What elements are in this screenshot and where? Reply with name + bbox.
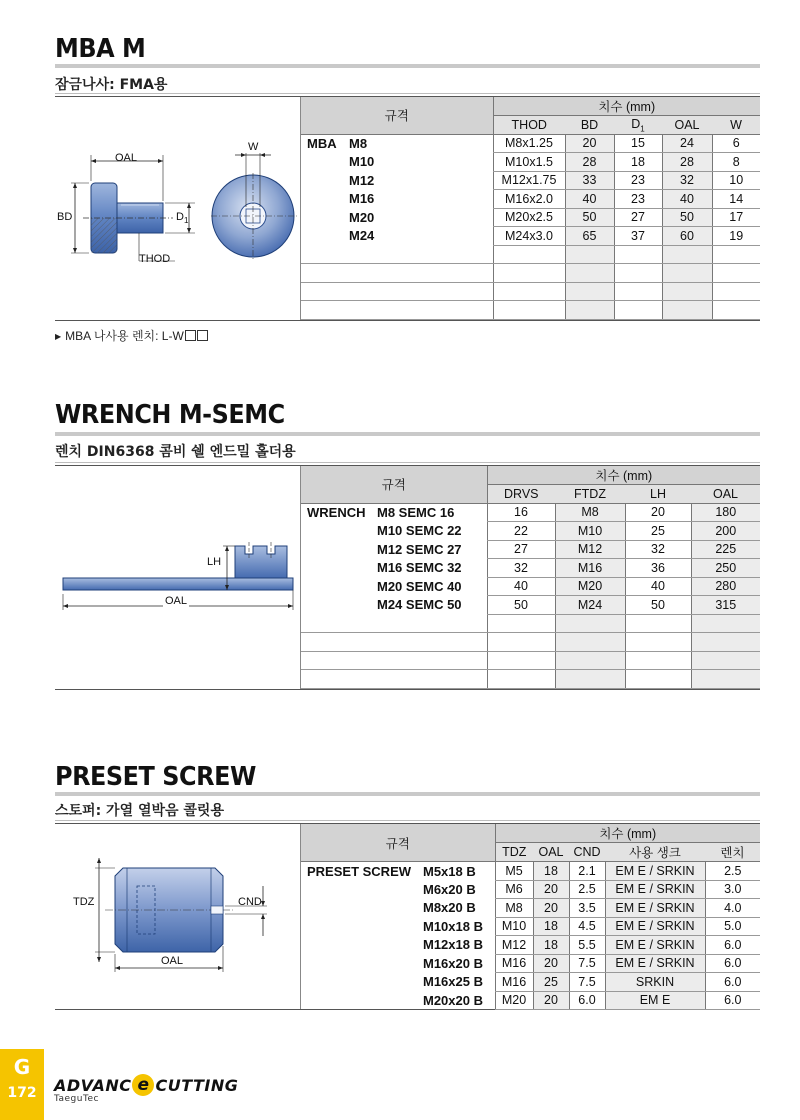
value-cell: 50 [625, 596, 691, 615]
value-cell: 33 [565, 171, 614, 190]
table-row [301, 522, 760, 541]
value-cell: 20 [533, 899, 569, 918]
value-cell: 28 [565, 153, 614, 172]
empty-value-cell [487, 633, 555, 652]
table-row [301, 559, 760, 578]
wrench-diagram [55, 466, 301, 689]
value-cell: EM E / SRKIN [605, 954, 705, 973]
preset-dim-header: 치수 (mm) [495, 824, 760, 843]
preset-panel [55, 823, 760, 1010]
table-row [301, 227, 760, 246]
empty-value-cell [691, 633, 760, 652]
section-subtitle-preset: 스토퍼: 가열 열박음 콜릿용 [55, 803, 224, 819]
empty-value-cell [555, 670, 625, 689]
value-cell: 4.5 [569, 917, 605, 936]
value-cell: 20 [533, 880, 569, 899]
value-cell: M10x1.5 [493, 153, 565, 172]
empty-row [301, 614, 760, 633]
value-cell: 36 [625, 559, 691, 578]
table-row [301, 991, 760, 1010]
preset-rows [301, 862, 760, 1010]
model-name: M24 SEMC 50 [377, 597, 462, 613]
empty-value-cell [662, 282, 712, 301]
value-cell: 225 [691, 540, 760, 559]
table-row [301, 899, 760, 918]
value-cell: 18 [614, 153, 662, 172]
column-header: THOD [493, 116, 565, 135]
empty-value-cell [625, 614, 691, 633]
value-cell: 7.5 [569, 954, 605, 973]
value-cell: 17 [712, 208, 760, 227]
value-cell: 2.5 [569, 880, 605, 899]
value-cell: 3.5 [569, 899, 605, 918]
column-header: OAL [691, 485, 760, 504]
model-name: M10 [349, 154, 375, 170]
value-cell: 20 [533, 954, 569, 973]
model-name: M8x20 B [423, 900, 476, 916]
column-header: OAL [533, 843, 569, 862]
value-cell: 7.5 [569, 973, 605, 992]
preset-spec-header: 규격 [301, 824, 495, 862]
empty-row [301, 282, 760, 301]
value-cell: 23 [614, 171, 662, 190]
column-header: LH [625, 485, 691, 504]
title-rule [55, 64, 760, 68]
column-header: $D_1$ [614, 116, 662, 135]
model-name: M8 SEMC 16 [377, 505, 455, 520]
section-subtitle-mba: 잠금나사: FMA용 [55, 77, 168, 93]
value-cell: 20 [625, 503, 691, 522]
brand-logo: ADVANC e CUTTING TaeguTec [54, 1075, 239, 1104]
mba-rows [301, 134, 760, 319]
value-cell: EM E / SRKIN [605, 862, 705, 881]
model-cell [301, 540, 487, 559]
model-name: M10x18 B [423, 918, 483, 934]
value-cell: 32 [662, 171, 712, 190]
empty-value-cell [691, 651, 760, 670]
value-cell: 18 [533, 936, 569, 955]
empty-value-cell [565, 264, 614, 283]
column-header: TDZ [495, 843, 533, 862]
value-cell: 2.5 [705, 862, 760, 881]
empty-value-cell [625, 633, 691, 652]
wrench-oal-label: OAL [165, 595, 188, 607]
model-cell [301, 153, 493, 172]
value-cell: 18 [533, 862, 569, 881]
model-cell [301, 880, 495, 899]
value-cell: 27 [487, 540, 555, 559]
model-cell [301, 522, 487, 541]
value-cell: 24 [662, 134, 712, 153]
page-tab [0, 1049, 44, 1120]
model-name: M16x20 B [423, 955, 483, 971]
value-cell: M8 [495, 899, 533, 918]
model-name: M20x20 B [423, 992, 483, 1008]
empty-value-cell [712, 301, 760, 320]
value-cell: 50 [565, 208, 614, 227]
value-cell: M16 [555, 559, 625, 578]
model-name: M6x20 B [423, 881, 476, 897]
empty-value-cell [625, 670, 691, 689]
value-cell: 25 [625, 522, 691, 541]
model-cell [301, 559, 487, 578]
mba-screw-drawing [55, 97, 301, 321]
value-cell: 37 [614, 227, 662, 246]
empty-value-cell [565, 282, 614, 301]
value-cell: M16 [495, 954, 533, 973]
model-cell [301, 227, 493, 246]
table-row [301, 208, 760, 227]
empty-model-cell [301, 301, 493, 320]
model-name: M12x18 B [423, 937, 483, 953]
title-rule [55, 792, 760, 796]
model-prefix: PRESET SCREW [307, 863, 412, 879]
model-cell [301, 973, 495, 992]
value-cell: EM E / SRKIN [605, 899, 705, 918]
empty-value-cell [555, 651, 625, 670]
empty-value-cell [487, 614, 555, 633]
model-cell [301, 917, 495, 936]
table-row [301, 134, 760, 153]
value-cell: M5 [495, 862, 533, 881]
model-name: M10 SEMC 22 [377, 523, 462, 539]
value-cell: 2.1 [569, 862, 605, 881]
column-header: FTDZ [555, 485, 625, 504]
model-name: M16 SEMC 32 [377, 560, 462, 576]
subtitle-rule [55, 820, 760, 821]
value-cell: M20 [555, 577, 625, 596]
value-cell: 18 [533, 917, 569, 936]
model-name: M5x18 B [423, 863, 476, 879]
empty-value-cell [662, 301, 712, 320]
value-cell: 250 [691, 559, 760, 578]
empty-row [301, 651, 760, 670]
value-cell: 22 [487, 522, 555, 541]
column-header: BD [565, 116, 614, 135]
empty-value-cell [691, 614, 760, 633]
page-number: 172 [7, 1085, 37, 1101]
wrench-lh-label: LH [207, 556, 222, 568]
preset-oal-label: OAL [161, 955, 184, 967]
value-cell: EM E / SRKIN [605, 936, 705, 955]
mba-thod-label: THOD [139, 253, 171, 265]
model-cell [301, 577, 487, 596]
wrench-spec-header: 규격 [301, 466, 487, 503]
value-cell: 50 [487, 596, 555, 615]
value-cell: M20x2.5 [493, 208, 565, 227]
column-header: 렌치 [705, 843, 760, 862]
value-cell: M10 [495, 917, 533, 936]
model-name: M16 [349, 191, 375, 207]
value-cell: M24 [555, 596, 625, 615]
section-subtitle-wrench: 렌치 DIN6368 콤비 쉘 엔드밀 홀더용 [55, 444, 296, 460]
mba-w-label: W [248, 141, 259, 153]
value-cell: 5.5 [569, 936, 605, 955]
value-cell: 32 [625, 540, 691, 559]
empty-value-cell [625, 651, 691, 670]
empty-value-cell [565, 245, 614, 264]
empty-row [301, 633, 760, 652]
column-header: W [712, 116, 760, 135]
value-cell: 14 [712, 190, 760, 209]
model-name: M16x25 B [423, 974, 483, 990]
value-cell: 23 [614, 190, 662, 209]
empty-model-cell [301, 245, 493, 264]
value-cell: 6.0 [705, 973, 760, 992]
value-cell: 8 [712, 153, 760, 172]
empty-value-cell [487, 651, 555, 670]
table-row [301, 171, 760, 190]
preset-screw-drawing [55, 824, 301, 1010]
model-prefix: MBA [307, 136, 337, 151]
value-cell: 28 [662, 153, 712, 172]
section-title-preset: PRESET SCREW [55, 762, 256, 792]
value-cell: 3.0 [705, 880, 760, 899]
value-cell: 16 [487, 503, 555, 522]
value-cell: 40 [487, 577, 555, 596]
model-name: M12 [349, 172, 375, 188]
title-rule [55, 432, 760, 436]
mba-diagram [55, 97, 301, 320]
wrench-dim-header: 치수 (mm) [487, 466, 760, 485]
box-placeholder-icon [197, 330, 208, 341]
empty-row [301, 264, 760, 283]
table-row [301, 540, 760, 559]
value-cell: SRKIN [605, 973, 705, 992]
empty-value-cell [493, 245, 565, 264]
value-cell: M8x1.25 [493, 134, 565, 153]
empty-model-cell [301, 633, 487, 652]
brand-subtitle: TaeguTec [54, 1094, 99, 1104]
empty-value-cell [493, 264, 565, 283]
value-cell: EM E / SRKIN [605, 917, 705, 936]
table-row [301, 596, 760, 615]
value-cell: 5.0 [705, 917, 760, 936]
value-cell: M12 [555, 540, 625, 559]
value-cell: 6.0 [705, 936, 760, 955]
empty-model-cell [301, 282, 493, 301]
wrench-panel [55, 465, 760, 690]
preset-cnd-label: CND [238, 896, 262, 908]
column-header: 사용 생크 [605, 843, 705, 862]
model-cell [301, 190, 493, 209]
empty-value-cell [565, 301, 614, 320]
empty-value-cell [662, 264, 712, 283]
table-row [301, 577, 760, 596]
value-cell: EM E [605, 991, 705, 1010]
empty-value-cell [614, 282, 662, 301]
empty-row [301, 670, 760, 689]
wrench-drawing [55, 466, 301, 690]
value-cell: 280 [691, 577, 760, 596]
section-title-mba: MBA M [55, 34, 146, 64]
column-header: OAL [662, 116, 712, 135]
value-cell: 20 [565, 134, 614, 153]
mba-spec-header: 규격 [301, 97, 493, 134]
preset-spec-table [301, 824, 760, 1010]
value-cell: 315 [691, 596, 760, 615]
model-cell [301, 899, 495, 918]
table-row [301, 917, 760, 936]
model-cell [301, 991, 495, 1010]
mba-bd-label: BD [57, 211, 73, 223]
model-name: M20 [349, 209, 375, 225]
empty-value-cell [493, 301, 565, 320]
value-cell: M10 [555, 522, 625, 541]
model-cell [301, 503, 487, 522]
value-cell: 32 [487, 559, 555, 578]
value-cell: 20 [533, 991, 569, 1010]
value-cell: M8 [555, 503, 625, 522]
model-name: M24 [349, 228, 375, 244]
model-name: M20 SEMC 40 [377, 578, 462, 594]
value-cell: 50 [662, 208, 712, 227]
model-cell [301, 208, 493, 227]
mba-oal-label: OAL [115, 152, 138, 164]
mba-panel [55, 96, 760, 321]
triangle-bullet-icon: ▶ [55, 332, 62, 342]
subtitle-rule [55, 462, 760, 463]
empty-value-cell [614, 264, 662, 283]
empty-model-cell [301, 264, 493, 283]
mba-wrench-note: ▶ MBA 나사용 렌치: L-W [55, 327, 208, 344]
value-cell: 60 [662, 227, 712, 246]
mba-dim-header: 치수 (mm) [493, 97, 760, 116]
brand-e-icon: e [132, 1074, 154, 1096]
value-cell: 40 [625, 577, 691, 596]
value-cell: 65 [565, 227, 614, 246]
chapter-letter: G [13, 1055, 31, 1079]
value-cell: 180 [691, 503, 760, 522]
box-placeholder-icon [185, 330, 196, 341]
value-cell: M24x3.0 [493, 227, 565, 246]
value-cell: 10 [712, 171, 760, 190]
model-cell [301, 134, 493, 153]
preset-tdz-label: TDZ [73, 896, 95, 908]
column-header: DRVS [487, 485, 555, 504]
value-cell: M20 [495, 991, 533, 1010]
empty-value-cell [487, 670, 555, 689]
value-cell: 6 [712, 134, 760, 153]
model-name: M12 SEMC 27 [377, 541, 462, 557]
table-row [301, 880, 760, 899]
model-cell [301, 171, 493, 190]
empty-value-cell [555, 614, 625, 633]
empty-value-cell [614, 245, 662, 264]
model-name: M8 [349, 136, 368, 151]
column-header: CND [569, 843, 605, 862]
empty-value-cell [614, 301, 662, 320]
value-cell: 4.0 [705, 899, 760, 918]
value-cell: 40 [662, 190, 712, 209]
value-cell: 25 [533, 973, 569, 992]
model-cell [301, 596, 487, 615]
value-cell: 6.0 [705, 991, 760, 1010]
empty-value-cell [712, 282, 760, 301]
empty-value-cell [712, 245, 760, 264]
table-row [301, 862, 760, 881]
mba-spec-table [301, 97, 760, 320]
empty-model-cell [301, 651, 487, 670]
model-cell [301, 862, 495, 881]
value-cell: 40 [565, 190, 614, 209]
wrench-spec-table [301, 466, 760, 689]
value-cell: 6.0 [569, 991, 605, 1010]
empty-model-cell [301, 614, 487, 633]
empty-row [301, 301, 760, 320]
value-cell: 15 [614, 134, 662, 153]
section-title-wrench: WRENCH M-SEMC [55, 400, 285, 430]
table-row [301, 973, 760, 992]
empty-value-cell [691, 670, 760, 689]
model-cell [301, 936, 495, 955]
empty-value-cell [712, 264, 760, 283]
empty-value-cell [493, 282, 565, 301]
empty-value-cell [555, 633, 625, 652]
value-cell: M16 [495, 973, 533, 992]
value-cell: 200 [691, 522, 760, 541]
mba-d1-label: $D_1$ [176, 211, 189, 226]
table-row [301, 153, 760, 172]
table-row [301, 936, 760, 955]
empty-row [301, 245, 760, 264]
value-cell: M12 [495, 936, 533, 955]
value-cell: M16x2.0 [493, 190, 565, 209]
value-cell: 27 [614, 208, 662, 227]
wrench-rows [301, 503, 760, 688]
empty-value-cell [662, 245, 712, 264]
preset-diagram [55, 824, 301, 1009]
value-cell: M6 [495, 880, 533, 899]
model-cell [301, 954, 495, 973]
table-row [301, 954, 760, 973]
table-row [301, 503, 760, 522]
value-cell: 6.0 [705, 954, 760, 973]
value-cell: EM E / SRKIN [605, 880, 705, 899]
value-cell: M12x1.75 [493, 171, 565, 190]
subtitle-rule [55, 93, 760, 94]
model-prefix: WRENCH [307, 505, 366, 520]
table-row [301, 190, 760, 209]
value-cell: 19 [712, 227, 760, 246]
empty-model-cell [301, 670, 487, 689]
